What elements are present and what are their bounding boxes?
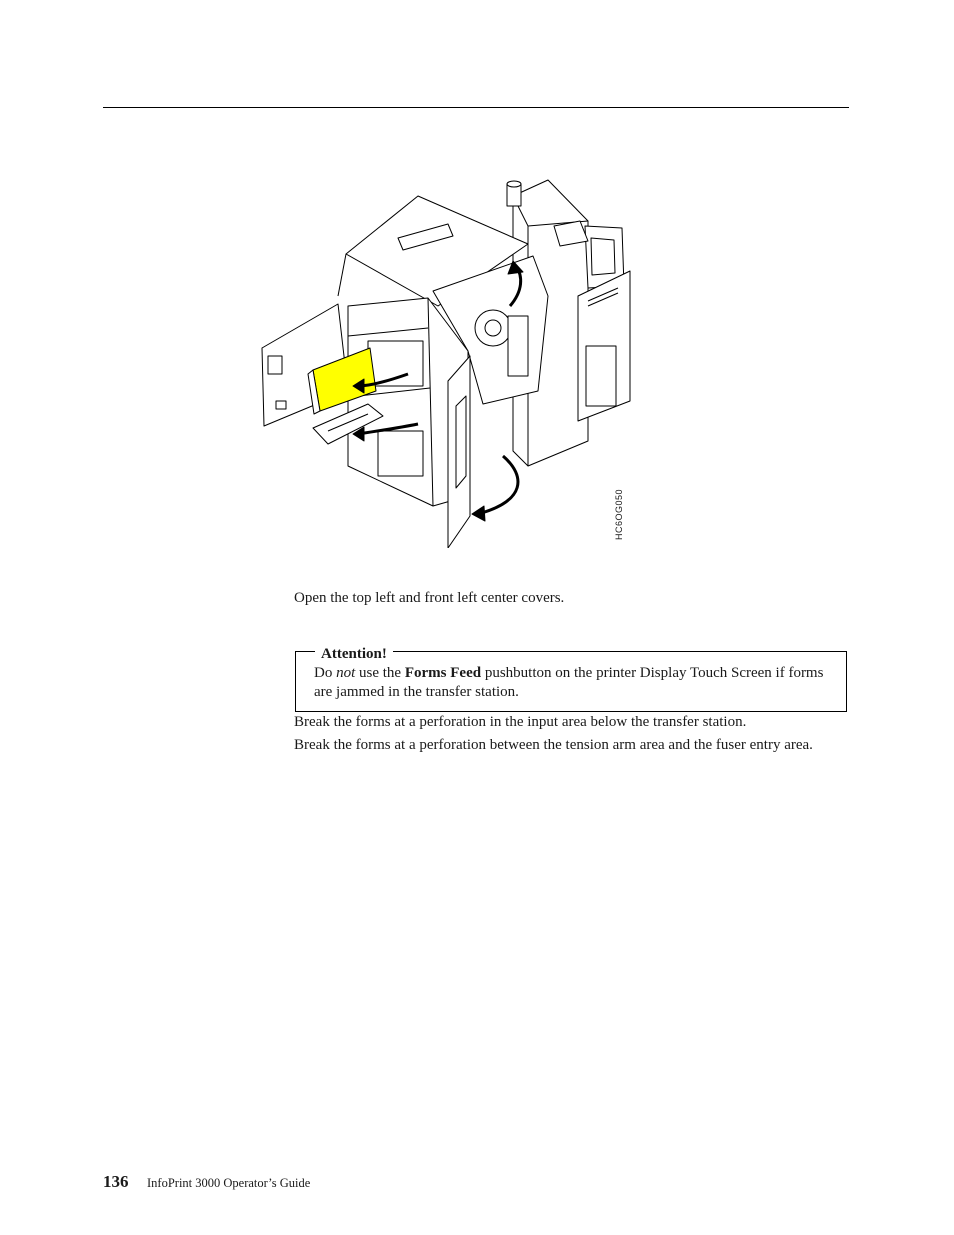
instruction-break-tension: Break the forms at a perforation between the tension arm area and the fuser entry area. bbox=[294, 737, 813, 753]
doc-title: InfoPrint 3000 Operator’s Guide bbox=[147, 1176, 311, 1190]
page-number: 136 bbox=[103, 1172, 129, 1191]
attention-title: Attention! bbox=[315, 646, 393, 663]
instruction-open-covers: Open the top left and front left center covers. bbox=[294, 590, 565, 606]
printer-illustration bbox=[258, 176, 638, 548]
instruction-break-input: Break the forms at a perforation in the input area below the transfer station. bbox=[294, 714, 747, 730]
figure-id-label: HC6OG050 bbox=[614, 488, 624, 540]
header-rule bbox=[103, 107, 849, 108]
attention-text: Do not use the Forms Feed pushbutton on the printer Display Touch Screen if forms are jammed in the transfer station. bbox=[314, 665, 824, 700]
attention-box bbox=[295, 646, 847, 712]
